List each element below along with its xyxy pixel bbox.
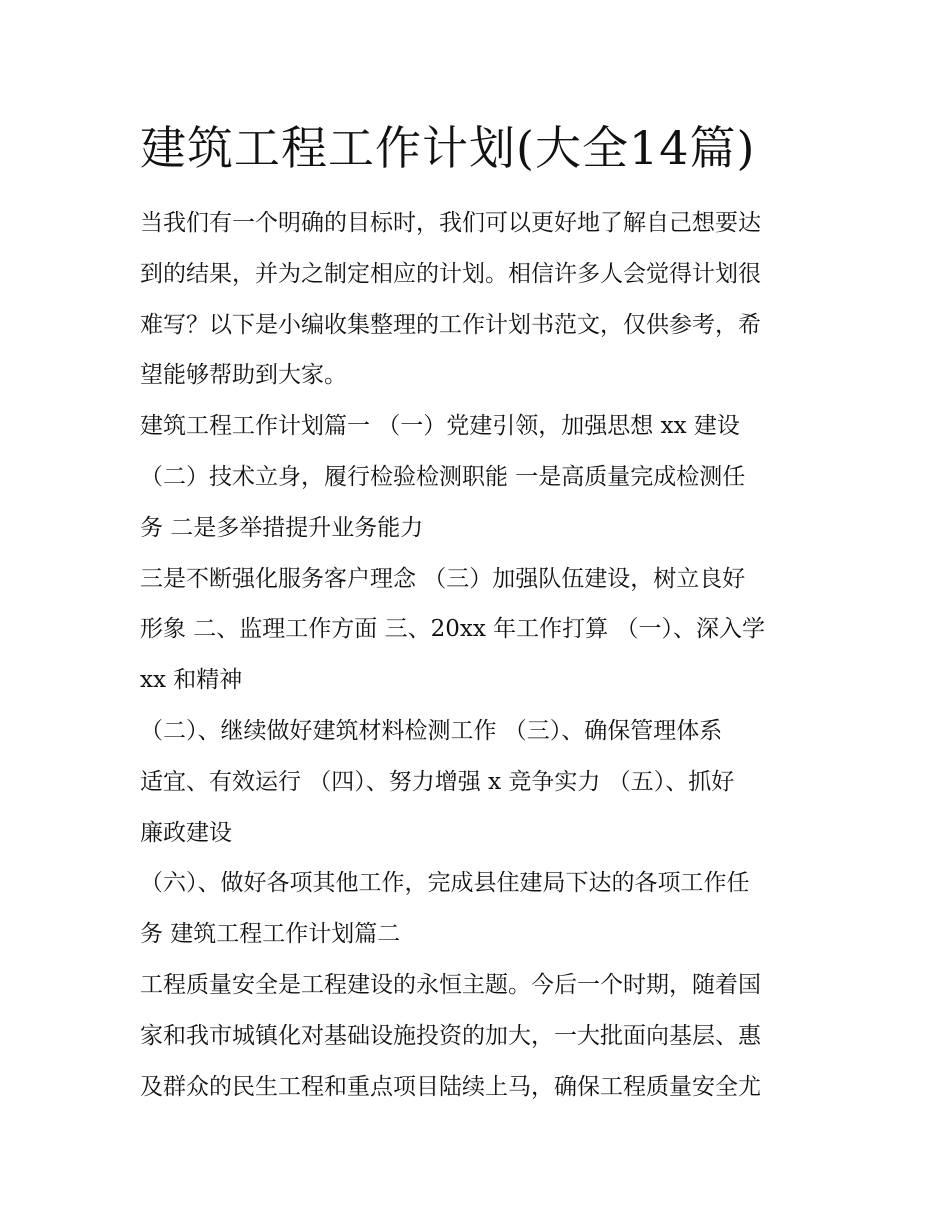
text-line: 廉政建设 xyxy=(140,819,232,846)
text-line: 及群众的民生工程和重点项目陆续上马，确保工程质量安全尤 xyxy=(140,1073,761,1100)
paragraph xyxy=(140,554,820,706)
document-body xyxy=(140,198,820,1112)
text-line: 务 二是多举措提升业务能力 xyxy=(140,514,424,541)
text-line: 适宜、有效运行 （四）、努力增强 x 竞争实力 （五）、抓好 xyxy=(140,768,735,795)
text-line: 形象 二、监理工作方面 三、20xx 年工作打算 （一）、深入学 xyxy=(140,616,765,643)
text-line: 三是不断强化服务客户理念 （三）加强队伍建设，树立良好 xyxy=(140,565,746,592)
document-title: 建筑工程工作计划(大全14篇) xyxy=(140,121,756,175)
paragraph xyxy=(140,960,820,1112)
text-line: 到的结果，并为之制定相应的计划。相信许多人会觉得计划很 xyxy=(140,260,761,287)
text-line: （二）技术立身，履行检验检测职能 一是高质量完成检测任 xyxy=(140,463,746,490)
text-line: 工程质量安全是工程建设的永恒主题。今后一个时期，随着国 xyxy=(140,971,761,998)
text-line: 当我们有一个明确的目标时，我们可以更好地了解自己想要达 xyxy=(140,210,761,236)
text-line: 家和我市城镇化对基础设施投资的加大，一大批面向基层、惠 xyxy=(140,1022,761,1049)
paragraph xyxy=(140,706,820,858)
text-line: 建筑工程工作计划篇一 （一）党建引领，加强思想 xx 建设 xyxy=(140,413,740,440)
paragraph xyxy=(140,401,820,553)
text-line: 务 建筑工程工作计划篇二 xyxy=(140,921,401,948)
text-line: 难写？以下是小编收集整理的工作计划书范文，仅供参考，希 xyxy=(140,311,761,338)
paragraph xyxy=(140,858,820,960)
text-line: （六）、做好各项其他工作，完成县住建局下达的各项工作任 xyxy=(140,870,750,897)
text-line: xx 和精神 xyxy=(140,667,243,694)
text-line: 望能够帮助到大家。 xyxy=(140,362,347,389)
text-line: （二）、继续做好建筑材料检测工作 （三）、确保管理体系 xyxy=(140,717,723,744)
paragraph xyxy=(140,198,820,401)
